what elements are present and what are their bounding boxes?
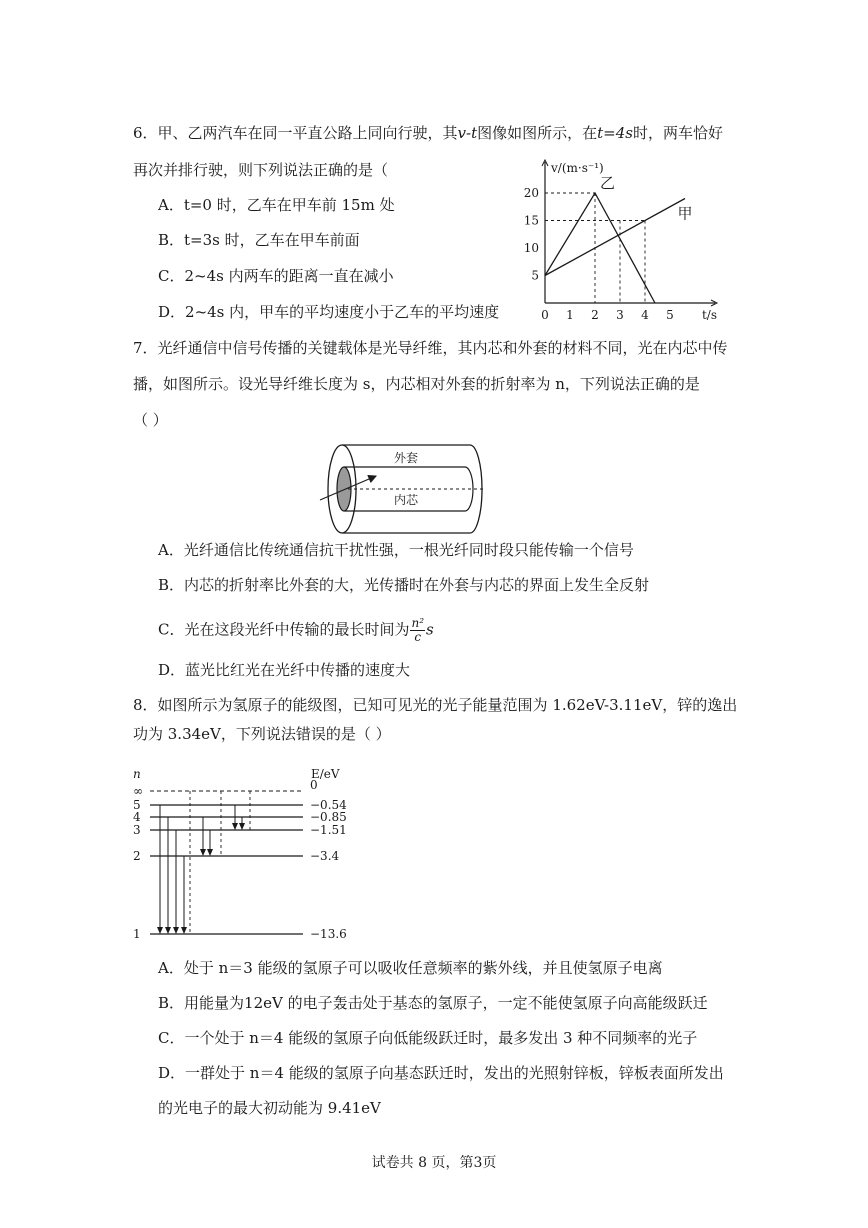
level-energy-label: −3.4 (310, 849, 340, 863)
level-energy-label: 0 (310, 778, 318, 792)
q6-stem-part: 6．甲、乙两汽车在同一平直公路上同向行驶，其 (133, 124, 458, 142)
x-axis-label: t/s (701, 308, 717, 322)
x-tick-label: 2 (591, 308, 599, 322)
x-tick-label: 0 (541, 308, 549, 322)
q6-option-c: C．2~4s 内两车的距离一直在减小 (158, 267, 394, 285)
q6-stem-part: 时，两车恰好 (632, 124, 723, 142)
series-label-jia: 甲 (677, 204, 693, 223)
q6-stem-line1 (133, 123, 723, 143)
q7-option-a: A．光纤通信比传统通信抗干扰性强，一根光纤同时段只能传输一个信号 (158, 541, 634, 559)
arrow-head (173, 927, 179, 934)
level-energy-label: −13.6 (310, 927, 347, 941)
y-tick-label: 15 (523, 213, 539, 228)
level-n-label: 4 (133, 810, 141, 824)
arrow-head (239, 823, 245, 830)
level-n-label: 2 (133, 849, 141, 863)
level-n-label: 1 (133, 927, 141, 941)
y-tick-label: 20 (523, 186, 539, 200)
arrow-head (181, 927, 187, 934)
q7-option-b: B．内芯的折射率比外套的大，光传播时在外套与内芯的界面上发生全反射 (158, 576, 650, 594)
q6-stem-line2: 再次并排行驶，则下列说法正确的是（ (133, 161, 389, 179)
q6-vt-term: v-t (457, 124, 478, 142)
q8-stem-line1: 8．如图所示为氢原子的能级图，已知可见光的光子能量范围为 1.62eV-3.11eV，锌的逸出 (133, 696, 738, 714)
label-inner: 内芯 (394, 493, 419, 507)
q7-option-c (158, 617, 434, 644)
q7-fraction-denominator: c (414, 630, 422, 644)
series-line-yi (545, 193, 655, 303)
label-outer: 外套 (394, 451, 419, 465)
q7-fraction (410, 617, 425, 644)
series-label-yi: 乙 (600, 174, 616, 192)
energy-axis-label: E/eV (311, 767, 340, 781)
arrow-head (232, 823, 238, 830)
q6-option-b: B．t=3s 时，乙车在甲车前面 (158, 231, 360, 249)
x-tick-label: 1 (566, 308, 574, 322)
q7-option-c-text: C．光在这段光纤中传输的最长时间为 (158, 620, 410, 639)
x-tick-label: 3 (616, 308, 624, 322)
q6-vt-chart (515, 150, 725, 325)
y-axis-label: v/(m·s⁻¹) (551, 161, 604, 175)
level-energy-label: −0.54 (310, 798, 347, 812)
y-tick-label: 10 (523, 241, 539, 255)
level-energy-label: −1.51 (310, 823, 347, 837)
q7-option-d: D．蓝光比红光在光纤中传播的速度大 (158, 661, 411, 679)
q6-stem-part: 图像如图所示，在 (477, 124, 598, 142)
q8-option-c: C．一个处于 n＝4 能级的氢原子向低能级跃迁时，最多发出 3 种不同频率的光子 (158, 1029, 698, 1047)
n-axis-label: n (133, 767, 141, 781)
arrow-head (200, 849, 206, 856)
q8-option-b: B．用能量为12eV 的电子轰击处于基态的氢原子，一定不能使氢原子向高能级跃迁 (158, 994, 708, 1012)
arrow-head (207, 849, 213, 856)
arrow-head (157, 927, 163, 934)
series-line-jia (545, 199, 685, 276)
q6-time-term: t=4s (597, 124, 633, 142)
q8-option-d: D．一群处于 n＝4 能级的氢原子向基态跃迁时，发出的光照射锌板，锌板表面所发出 (158, 1064, 724, 1082)
arrow-head (165, 927, 171, 934)
q8-option-a: A．处于 n＝3 能级的氢原子可以吸收任意频率的紫外线，并且使氢原子电离 (158, 959, 663, 977)
x-tick-label: 4 (641, 308, 649, 322)
q7-fraction-numerator: n² (411, 616, 425, 630)
q8-stem-line2: 功为 3.34eV，下列说法错误的是（ ） (133, 725, 391, 743)
y-tick-label: 5 (531, 268, 539, 283)
level-n-label: 3 (133, 823, 141, 837)
q7-stem-line2: 播，如图所示。设光导纤维长度为 s，内芯相对外套的折射率为 n，下列说法正确的是 (133, 375, 700, 393)
q6-option-a: A．t=0 时，乙车在甲车前 15m 处 (158, 196, 395, 214)
q7-option-c-var: s (426, 620, 434, 639)
q7-stem-line3: （ ） (133, 411, 168, 429)
q8-energy-level-diagram (125, 764, 385, 949)
q6-option-d: D．2~4s 内，甲车的平均速度小于乙车的平均速度 (158, 303, 500, 321)
level-n-label: ∞ (133, 784, 143, 798)
level-n-label: 5 (133, 798, 141, 812)
q7-fiber-diagram (300, 440, 530, 540)
page-footer: 试卷共 8 页，第3页 (371, 1155, 497, 1171)
x-tick-label: 5 (666, 308, 674, 322)
level-energy-label: −0.85 (310, 810, 347, 824)
q7-stem-line1: 7．光纤通信中信号传播的关键载体是光导纤维，其内芯和外套的材料不同，光在内芯中传 (133, 339, 728, 357)
q8-option-d-cont: 的光电子的最大初动能为 9.41eV (158, 1099, 381, 1117)
